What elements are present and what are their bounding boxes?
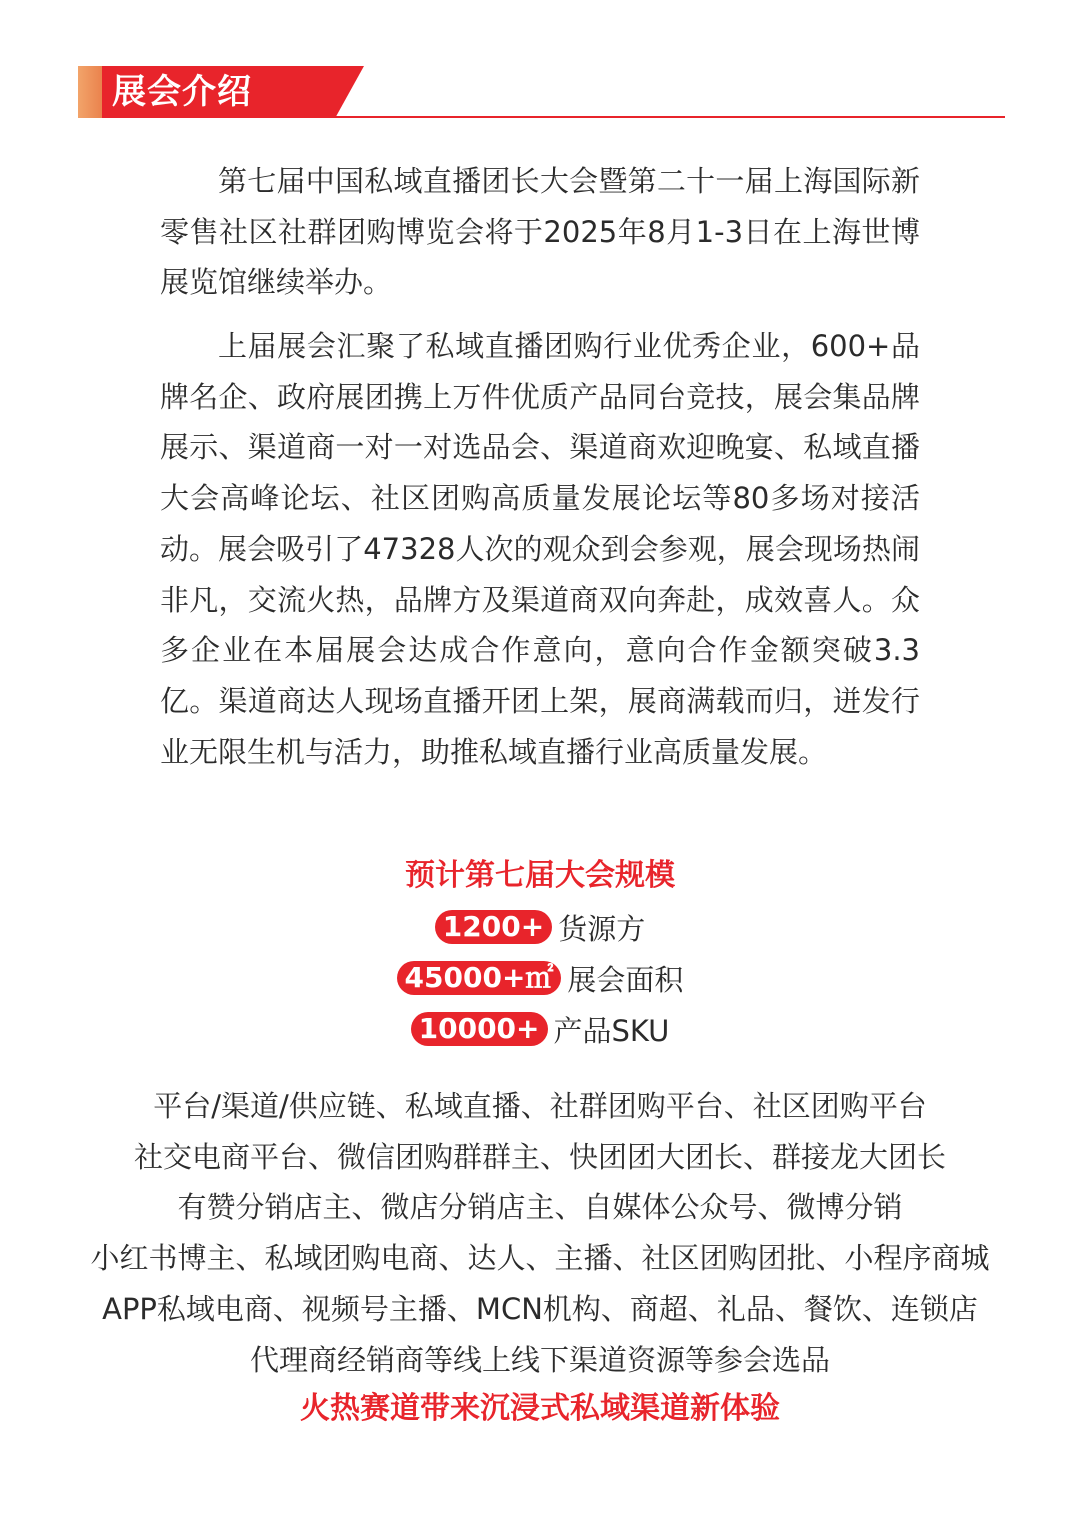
stat-value-badge: 1200+ (435, 910, 552, 944)
channel-line: APP私域电商、视频号主播、MCN机构、商超、礼品、餐饮、连锁店 (102, 1291, 978, 1326)
channel-line: 社交电商平台、微信团购群群主、快团团大团长、群接龙大团长 (133, 1139, 946, 1174)
channel-line: 小红书博主、私域团购电商、达人、主播、社区团购团批、小程序商城 (90, 1241, 990, 1276)
intro-paragraph-1: 第七届中国私域直播团长大会暨第二十一届上海国际新零售社区社群团购博览会将于2025年8月1-3日在上海世博展览馆继续举办。 (160, 164, 920, 300)
header-divider-line (276, 116, 1005, 118)
scale-heading: 预计第七届大会规模 (405, 858, 675, 893)
stat-label: 货源方 (558, 912, 646, 946)
slogan: 火热赛道带来沉浸式私域渠道新体验 (300, 1391, 780, 1426)
stat-row-suppliers (0, 904, 1080, 950)
stat-value-badge: 45000+㎡ (397, 961, 562, 995)
channel-line: 平台/渠道/供应链、私域直播、社群团购平台、社区团购平台 (153, 1089, 927, 1123)
intro-paragraph-2: 上届展会汇聚了私域直播团购行业优秀企业，600+品牌名企、政府展团携上万件优质产品同台竞技，展会集品牌展示、渠道商一对一对选品会、渠道商欢迎晚宴、私域直播大会高峰论坛、社区团购高质量发展论坛等80多场对接活动。展会吸引了47328人次的观众到会参观，展会现场热闹非凡，交流火热，品牌方及渠道商双向奔赴，成效喜人。众多企业在本届展会达成合作意向，意向合作金额突破3.3亿。渠道商达人现场直播开团上架，展商满载而归，迸发行业无限生机与活力，助推私域直播行业高质量发展。 (160, 329, 920, 769)
stat-row-sku (0, 1006, 1080, 1052)
channel-line: 有赞分销店主、微店分销店主、自媒体公众号、微博分销 (177, 1190, 903, 1225)
stat-label: 产品SKU (553, 1014, 670, 1048)
section-title: 展会介绍 (112, 72, 252, 112)
channel-line: 代理商经销商等线上线下渠道资源等参会选品 (249, 1342, 830, 1377)
stat-value-badge: 10000+ (411, 1012, 548, 1046)
stat-label: 展会面积 (567, 963, 684, 997)
section-header (78, 66, 1005, 120)
stat-row-area (0, 955, 1080, 1001)
channel-list (0, 1081, 1080, 1385)
